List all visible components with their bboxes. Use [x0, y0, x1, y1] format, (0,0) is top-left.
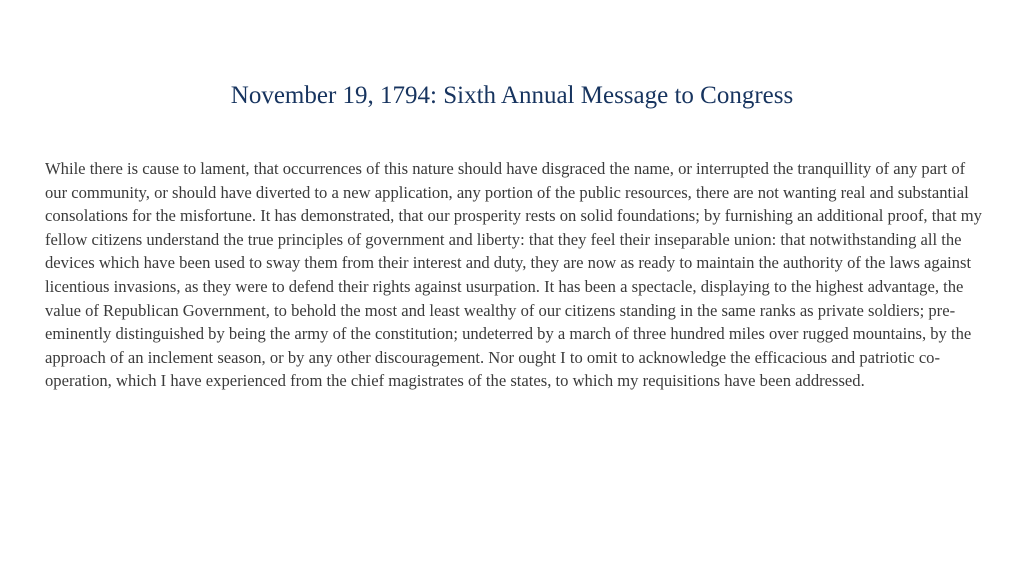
page-title: November 19, 1794: Sixth Annual Message to Congress	[230, 82, 794, 109]
body-paragraph: While there is cause to lament, that occurrences of this nature should have disgraced the name, or interrupted the tranquillity of any part of our community, or should have diverted to a new application, any portion of the public resources, there are not wanting real and substantial consolations for the misfortune. It has demonstrated, that our prosperity rests on solid foundations; by furnishing an additional proof, that my fellow citizens understand the true principles of government and liberty: that they feel their inseparable union: that notwithstanding all the devices which have been used to sway them from their interest and duty, they are now as ready to maintain the authority of the laws against licentious invasions, as they were to defend their rights against usurpation. It has been a spectacle, displaying to the highest advantage, the value of Republican Government, to behold the most and least wealthy of our citizens standing in the same ranks as private soldiers; pre-eminently distinguished by being the army of the constitution; undeterred by a march of three hundred miles over rugged mountains, by the approach of an inclement season, or by any other discouragement. Nor ought I to omit to acknowledge the efficacious and patriotic co-operation, which I have experienced from the chief magistrates of the states, to which my requisitions have been addressed.	[45, 159, 982, 391]
